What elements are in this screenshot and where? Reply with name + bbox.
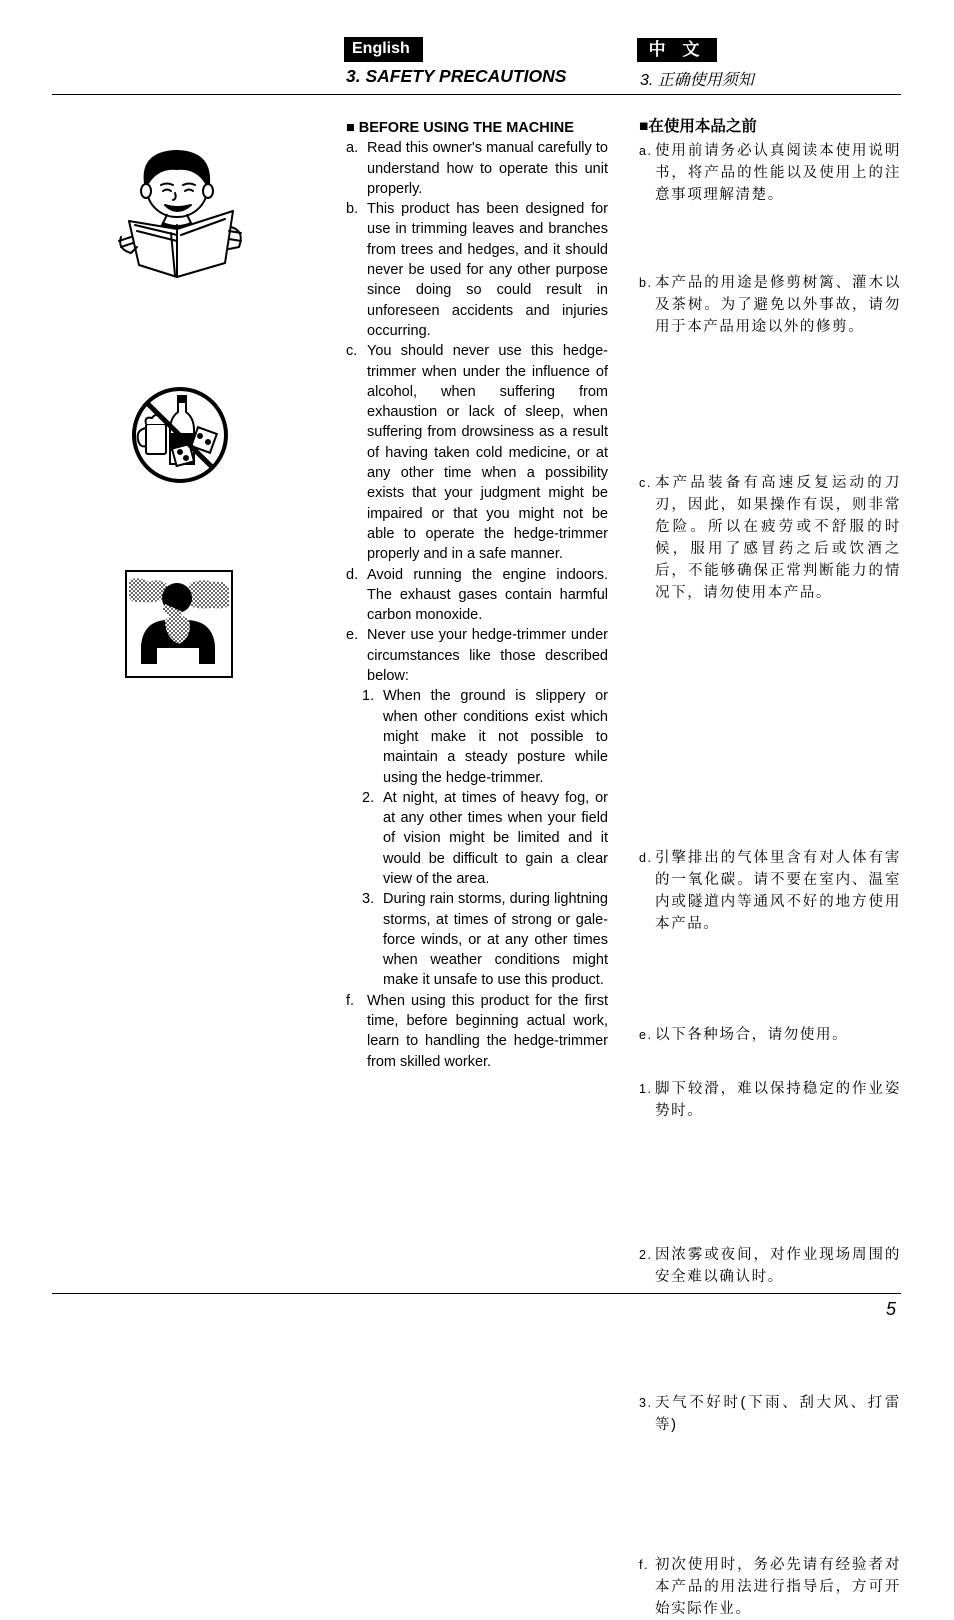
chinese-item-d — [639, 847, 901, 935]
english-language-tab: English — [344, 37, 423, 62]
chinese-language-tab: 中 文 — [637, 38, 717, 62]
item-text: At night, at times of heavy fog, or at any other times when your field of vision might be limited and it would be difficult to gain a clear view of the area. — [383, 789, 608, 887]
item-label: f. — [346, 992, 355, 1009]
item-label: 2. — [362, 789, 375, 806]
chinese-subitem-1 — [639, 1078, 901, 1122]
item-text: 天气不好时(下雨、刮大风、打雷等) — [655, 1395, 901, 1433]
english-subitem-2 — [362, 788, 608, 889]
item-text: 以下各种场合，请勿使用。 — [655, 1027, 849, 1043]
exhaust-gas-warning-illustration — [125, 570, 233, 678]
english-item-b — [346, 199, 608, 341]
item-text: Read this owner's manual carefully to understand how to operate this unit properly. — [367, 140, 608, 197]
chinese-heading: ■在使用本品之前 — [639, 118, 757, 135]
item-label: 2. — [639, 1248, 653, 1262]
footer-divider — [52, 1293, 901, 1294]
item-text: When the ground is slippery or when other conditions exist which might make it not possible to maintain a steady posture while using the hedge-trimmer. — [383, 688, 608, 786]
english-column — [346, 118, 608, 1072]
chinese-subitem-2 — [639, 1244, 901, 1288]
item-text: During rain storms, during lightning storms, at times of strong or gale-force winds, or at any other times when weather conditions might make it unsafe to use this product. — [383, 891, 608, 989]
page-number: 5 — [886, 1299, 897, 1319]
chinese-item-c — [639, 472, 901, 604]
chinese-item-e — [639, 1024, 901, 1046]
reading-manual-illustration — [115, 145, 247, 280]
item-label: d. — [639, 851, 653, 865]
section-title-english: 3. SAFETY PRECAUTIONS — [346, 66, 567, 86]
english-subitem-3 — [362, 889, 608, 990]
item-label: f. — [639, 1558, 650, 1572]
no-alcohol-no-medicine-illustration — [130, 384, 230, 486]
item-label: b. — [346, 201, 359, 218]
header-divider — [52, 94, 901, 95]
item-text: 引擎排出的气体里含有对人体有害的一氧化碳。请不要在室内、温室内或隧道内等通风不好的地方使用本产品。 — [655, 850, 901, 932]
item-text: This product has been designed for use in trimming leaves and branches from trees and hedges, and it should never be used for any other purpose since doing so could result in unforeseen accidents and injuries occurring. — [367, 201, 608, 339]
item-label: e. — [346, 627, 359, 644]
item-label: c. — [346, 343, 358, 360]
item-text: Never use your hedge-trimmer under circumstances like those described below: — [367, 627, 608, 685]
english-item-f — [346, 991, 608, 1072]
item-text: 本产品的用途是修剪树篱、灌木以及茶树。为了避免以外事故，请勿用于本产品用途以外的修剪。 — [655, 275, 901, 335]
item-text: 使用前请务必认真阅读本使用说明书，将产品的性能以及使用上的注意事项理解清楚。 — [655, 143, 901, 203]
item-text: 脚下较滑，难以保持稳定的作业姿势时。 — [655, 1081, 901, 1119]
item-label: 1. — [362, 688, 375, 705]
chinese-item-b — [639, 272, 901, 338]
chinese-subitem-3 — [639, 1392, 901, 1436]
english-item-c — [346, 341, 608, 564]
item-label: e. — [639, 1028, 653, 1042]
item-text: When using this product for the first time, before beginning actual work, learn to handling the hedge-trimmer from skilled worker. — [367, 992, 608, 1070]
item-label: a. — [639, 144, 653, 158]
item-label: a. — [346, 140, 359, 157]
item-label: 3. — [639, 1396, 653, 1410]
item-text: 初次使用时，务必先请有经验者对本产品的用法进行指导后，方可开始实际作业。 — [655, 1557, 901, 1617]
item-label: b. — [639, 276, 653, 290]
english-item-e — [346, 625, 608, 686]
item-label: d. — [346, 566, 359, 583]
chinese-heading-wrap — [639, 116, 901, 138]
item-label: 3. — [362, 891, 375, 908]
english-heading: ■ BEFORE USING THE MACHINE — [346, 120, 574, 136]
item-text: 本产品装备有高速反复运动的刀刃，因此，如果操作有误，则非常危险。所以在疲劳或不舒服的时候，服用了感冒药之后或饮酒之后，不能够确保正常判断能力的情况下，请勿使用本产品。 — [655, 475, 901, 601]
section-title-chinese: 3. 正确使用须知 — [640, 72, 754, 89]
english-item-a — [346, 138, 608, 199]
item-text: You should never use this hedge-trimmer when under the influence of alcohol, when suffering from exhaustion or lack of sleep, when suffering from drowsiness as a result of having taken cold medicine, or at any other time when a possibility exists that your judgment might be impaired or that you might not be able to operate the hedge-trimmer properly and in a safe manner. — [367, 343, 608, 563]
item-label: c. — [639, 476, 652, 490]
item-text: 因浓雾或夜间，对作业现场周围的安全难以确认时。 — [655, 1247, 901, 1285]
english-subitem-1 — [362, 686, 608, 787]
english-item-d — [346, 565, 608, 626]
item-label: 1. — [639, 1082, 653, 1096]
chinese-item-a — [639, 140, 901, 206]
chinese-item-f — [639, 1554, 901, 1620]
item-text: Avoid running the engine indoors. The exhaust gases contain harmful carbon monoxide. — [367, 566, 608, 624]
